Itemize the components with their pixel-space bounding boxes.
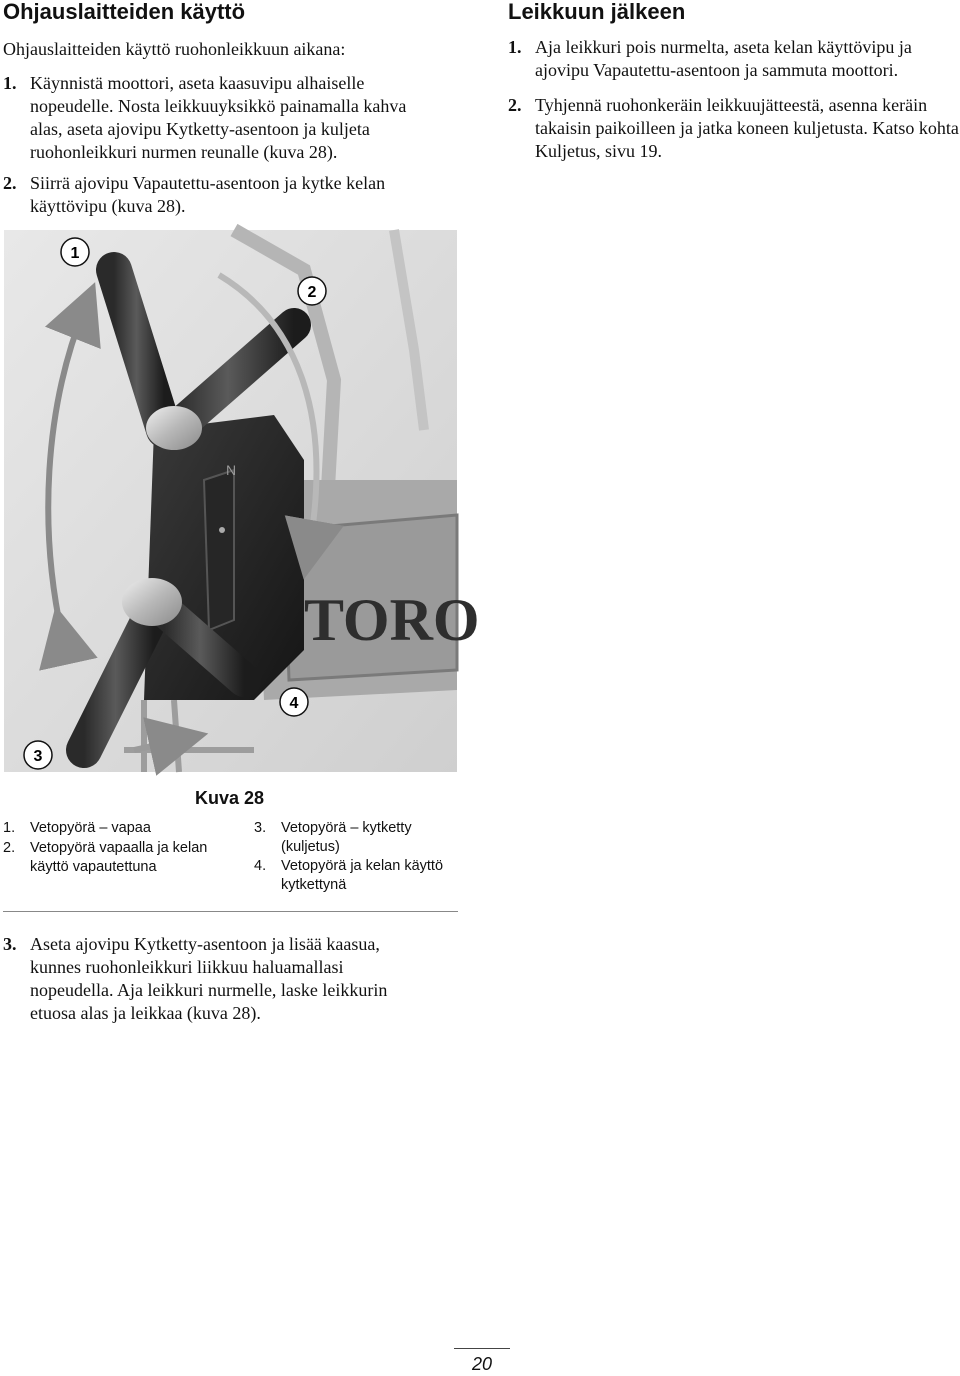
toro-logo: TORO <box>304 587 480 653</box>
step-1 <box>3 72 443 164</box>
step-text: Aja leikkuri pois nurmelta, aseta kelan käyttövipu ja ajovipu Vapautettu-asentoon ja sammuta moottori. <box>535 37 912 80</box>
svg-text:3: 3 <box>33 748 43 765</box>
step-number: 2. <box>508 95 522 115</box>
lever-slot <box>204 470 234 630</box>
lever-pivot-lower <box>122 578 182 626</box>
intro-paragraph: Ohjauslaitteiden käyttö ruohonleikkuun aikana: <box>3 39 346 59</box>
callout-3 <box>24 741 52 769</box>
step-number: 1. <box>3 73 17 93</box>
legend-item-1: 1. Vetopyörä – vapaa <box>3 820 151 836</box>
slot-marking-dot <box>219 527 225 533</box>
callout-4 <box>280 688 308 716</box>
page-number-rule <box>454 1348 510 1349</box>
page-number: 20 <box>471 1354 493 1374</box>
after-step-1 <box>508 36 958 82</box>
caption-divider <box>3 911 458 912</box>
callout-2 <box>298 277 326 305</box>
step-number: 1. <box>508 37 522 57</box>
callout-1 <box>61 238 89 266</box>
step-text: Käynnistä moottori, aseta kaasuvipu alhaiselle nopeudelle. Nosta leikkuuyksikkö painamalla kahva alas, aseta ajovipu Kytketty-asentoon ja kuljeta ruohonleikkuri nurmen reunalle (kuva 28). <box>30 73 407 162</box>
control-levers-photo <box>4 230 480 772</box>
lever-pivot-upper <box>146 406 202 450</box>
legend-item-3: 3. Vetopyörä – kytketty (kuljetus) <box>254 820 412 855</box>
legend-item-2: 2. Vetopyörä vapaalla ja kelan käyttö vapautettuna <box>3 840 208 875</box>
svg-text:4: 4 <box>289 695 299 712</box>
step-number: 2. <box>3 173 17 193</box>
section-heading-controls: Ohjauslaitteiden käyttö <box>3 0 246 24</box>
slot-marking: N <box>226 462 237 478</box>
legend-item-4: 4. Vetopyörä ja kelan käyttö kytkettynä <box>254 858 444 893</box>
step-text: Aseta ajovipu Kytketty-asentoon ja lisää kaasua, kunnes ruohonleikkuri liikkuu haluamallasi nopeudella. Aja leikkuri nurmelle, laske leikkurin etuosa alas ja leikkaa (kuva 28). <box>30 934 388 1023</box>
svg-text:2: 2 <box>307 284 317 301</box>
svg-text:1: 1 <box>70 245 80 262</box>
section-heading-after-cutting: Leikkuun jälkeen <box>508 0 686 24</box>
step-2 <box>3 172 443 218</box>
step-number: 3. <box>3 934 17 954</box>
after-step-2 <box>508 94 960 163</box>
step-text: Tyhjennä ruohonkeräin leikkuujätteestä, asenna keräin takaisin paikoilleen ja jatka koneen kuljetusta. Katso kohta Kuljetus, sivu 19. <box>535 95 959 161</box>
step-text: Siirrä ajovipu Vapautettu-asentoon ja kytke kelan käyttövipu (kuva 28). <box>30 173 386 216</box>
step-3 <box>3 933 423 1025</box>
figure-caption: Kuva 28 <box>195 788 265 808</box>
